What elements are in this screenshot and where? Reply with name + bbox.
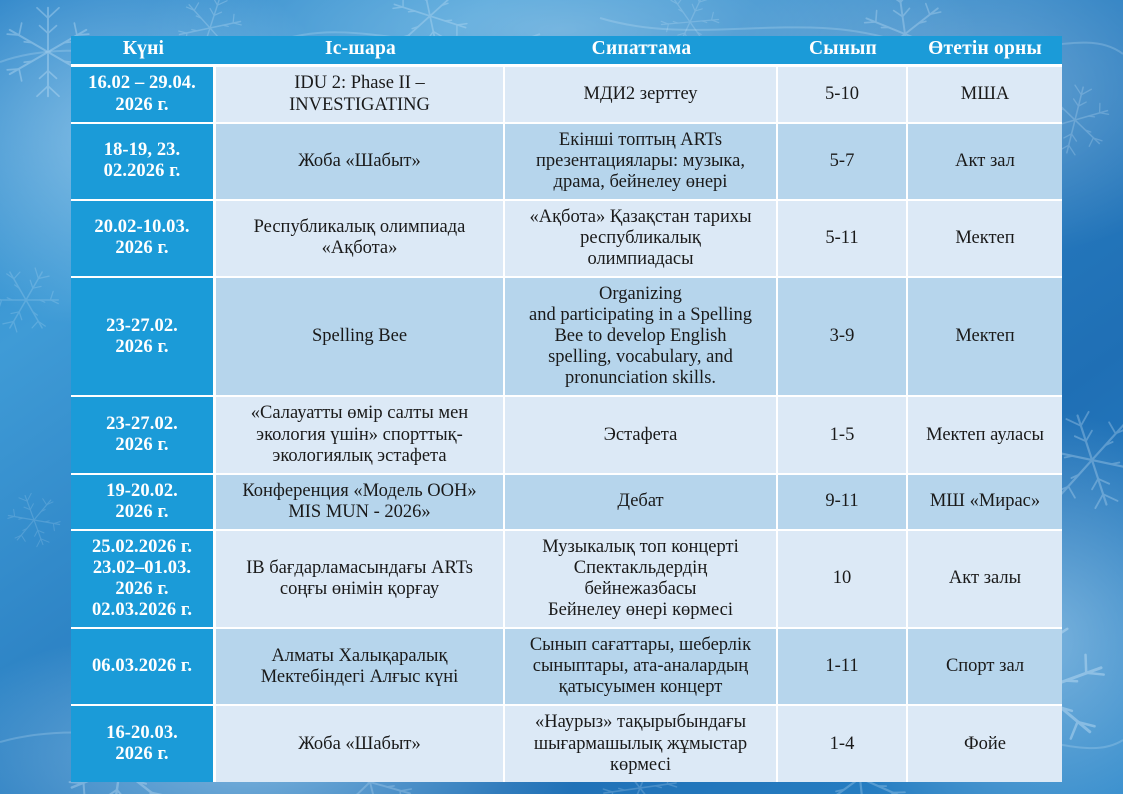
table-row xyxy=(71,67,1062,123)
cell-place: Мектеп ауласы xyxy=(908,397,1062,474)
cell-line: «Салауатты өмір салты мен xyxy=(250,403,469,424)
cell-description xyxy=(505,278,778,397)
column-header-place: Өтетін орны xyxy=(908,36,1062,67)
cell-event xyxy=(216,531,505,629)
cell-line: бейнежазбасы xyxy=(584,579,697,600)
column-header-event: Іс-шара xyxy=(216,36,505,67)
cell-line: 02.2026 г. xyxy=(103,161,181,182)
cell-line: Музыкалық топ концерті xyxy=(542,536,739,557)
cell-line: Мектебіндегі Алғыс күні xyxy=(260,666,459,687)
cell-event xyxy=(216,67,505,123)
cell-line: IB бағдарламасындағы ARTs xyxy=(246,557,473,578)
cell-description xyxy=(505,475,778,531)
table-row xyxy=(71,278,1062,397)
cell-line: Эстафета xyxy=(603,424,678,445)
table-row xyxy=(71,531,1062,629)
cell-line: spelling, vocabulary, and xyxy=(548,347,733,368)
events-table-body xyxy=(71,67,1062,781)
cell-line: сыныптары, ата-аналардың xyxy=(532,656,749,677)
cell-description xyxy=(505,531,778,629)
cell-grade: 3-9 xyxy=(778,278,908,397)
cell-line: Екінші топтың ARTs xyxy=(558,129,723,150)
cell-event xyxy=(216,124,505,201)
cell-event xyxy=(216,201,505,278)
cell-line: MIS MUN - 2026» xyxy=(288,501,431,522)
cell-line: Республикалық олимпиада xyxy=(253,217,466,238)
cell-line: 23-27.02. xyxy=(106,315,178,336)
cell-line: 19-20.02. xyxy=(106,480,178,501)
cell-line: көрмесі xyxy=(610,754,671,775)
cell-line: Жоба «Шабыт» xyxy=(298,733,421,754)
cell-line: Спектакльдердің xyxy=(573,557,708,578)
cell-line: 23-27.02. xyxy=(106,414,178,435)
cell-line: 2026 г. xyxy=(115,435,169,456)
cell-description xyxy=(505,67,778,123)
cell-line: презентациялары: музыка, xyxy=(536,150,745,171)
cell-grade: 1-11 xyxy=(778,629,908,706)
cell-description xyxy=(505,706,778,781)
cell-place: Спорт зал xyxy=(908,629,1062,706)
cell-event xyxy=(216,706,505,781)
cell-line: pronunciation skills. xyxy=(564,368,717,389)
cell-line: МДИ2 зерттеу xyxy=(583,84,698,104)
cell-line: 2026 г. xyxy=(115,94,169,115)
cell-description xyxy=(505,629,778,706)
column-header-grade: Сынып xyxy=(778,36,908,67)
cell-place: Акт зал xyxy=(908,124,1062,201)
cell-line: 2026 г. xyxy=(115,579,169,600)
cell-grade: 5-7 xyxy=(778,124,908,201)
cell-date xyxy=(71,278,216,397)
table-row xyxy=(71,397,1062,474)
cell-grade: 5-11 xyxy=(778,201,908,278)
cell-line: драма, бейнелеу өнері xyxy=(553,171,728,192)
cell-line: қатысуымен концерт xyxy=(558,677,723,698)
cell-grade: 5-10 xyxy=(778,67,908,123)
cell-line: 02.03.2026 г. xyxy=(91,600,193,621)
cell-date xyxy=(71,124,216,201)
cell-line: 16-20.03. xyxy=(106,722,178,743)
cell-line: INVESTIGATING xyxy=(289,94,430,115)
column-header-description: Сипаттама xyxy=(505,36,778,67)
cell-date xyxy=(71,67,216,123)
events-table xyxy=(71,36,1062,782)
cell-line: 2026 г. xyxy=(115,501,169,522)
cell-line: 25.02.2026 г. xyxy=(91,536,193,557)
cell-line: 18-19, 23. xyxy=(103,140,181,161)
cell-grade: 1-4 xyxy=(778,706,908,781)
cell-line: Бейнелеу өнері көрмесі xyxy=(547,600,734,621)
cell-line: Алматы Халықаралық xyxy=(271,645,448,666)
cell-line: Organizing xyxy=(599,284,682,305)
cell-line: Жоба «Шабыт» xyxy=(298,150,421,171)
cell-place: Фойе xyxy=(908,706,1062,781)
cell-grade: 9-11 xyxy=(778,475,908,531)
cell-line: 2026 г. xyxy=(115,744,169,765)
column-header-date: Күні xyxy=(71,36,216,67)
cell-grade: 1-5 xyxy=(778,397,908,474)
cell-line: шығармашылық жұмыстар xyxy=(533,733,748,754)
cell-line: 2026 г. xyxy=(115,336,169,357)
cell-place: МША xyxy=(908,67,1062,123)
cell-line: экологиялық эстафета xyxy=(272,445,447,466)
cell-line: республикалық xyxy=(580,227,701,248)
cell-line: 20.02-10.03. xyxy=(94,217,190,238)
cell-date xyxy=(71,475,216,531)
table-row xyxy=(71,201,1062,278)
cell-description xyxy=(505,201,778,278)
events-table-container xyxy=(71,36,1062,782)
table-header-row xyxy=(71,36,1062,67)
cell-date xyxy=(71,629,216,706)
cell-date xyxy=(71,706,216,781)
cell-line: Spelling Bee xyxy=(311,326,408,347)
cell-line: and participating in a Spelling xyxy=(529,305,752,326)
cell-line: «Ақбота» Қазақстан тарихы xyxy=(529,206,752,227)
cell-line: «Наурыз» тақырыбындағы xyxy=(535,712,746,733)
cell-place: Мектеп xyxy=(908,278,1062,397)
cell-line: экология үшін» спорттық- xyxy=(256,424,463,445)
cell-line: Дебат xyxy=(617,491,664,512)
cell-place: Мектеп xyxy=(908,201,1062,278)
cell-line: 2026 г. xyxy=(115,238,169,259)
cell-place: МШ «Мирас» xyxy=(908,475,1062,531)
cell-date xyxy=(71,201,216,278)
table-row xyxy=(71,629,1062,706)
cell-line: 23.02–01.03. xyxy=(92,557,192,578)
cell-line: Сынып сағаттары, шеберлік xyxy=(529,635,752,656)
cell-line: 06.03.2026 г. xyxy=(91,656,193,677)
cell-line: IDU 2: Phase II – xyxy=(294,73,425,94)
cell-event xyxy=(216,629,505,706)
cell-date xyxy=(71,397,216,474)
table-row xyxy=(71,706,1062,781)
cell-line: олимпиадасы xyxy=(587,249,694,270)
cell-event xyxy=(216,397,505,474)
cell-description xyxy=(505,397,778,474)
cell-line: Bee to develop English xyxy=(554,326,727,347)
cell-place: Акт залы xyxy=(908,531,1062,629)
cell-line: 16.02 – 29.04. xyxy=(88,73,196,94)
cell-line: «Ақбота» xyxy=(321,238,398,259)
table-row xyxy=(71,124,1062,201)
table-row xyxy=(71,475,1062,531)
cell-grade: 10 xyxy=(778,531,908,629)
cell-description xyxy=(505,124,778,201)
cell-event xyxy=(216,475,505,531)
cell-line: Конференция «Модель ООН» xyxy=(242,480,477,501)
cell-event xyxy=(216,278,505,397)
cell-date xyxy=(71,531,216,629)
cell-line: соңғы өнімін қорғау xyxy=(279,579,440,600)
